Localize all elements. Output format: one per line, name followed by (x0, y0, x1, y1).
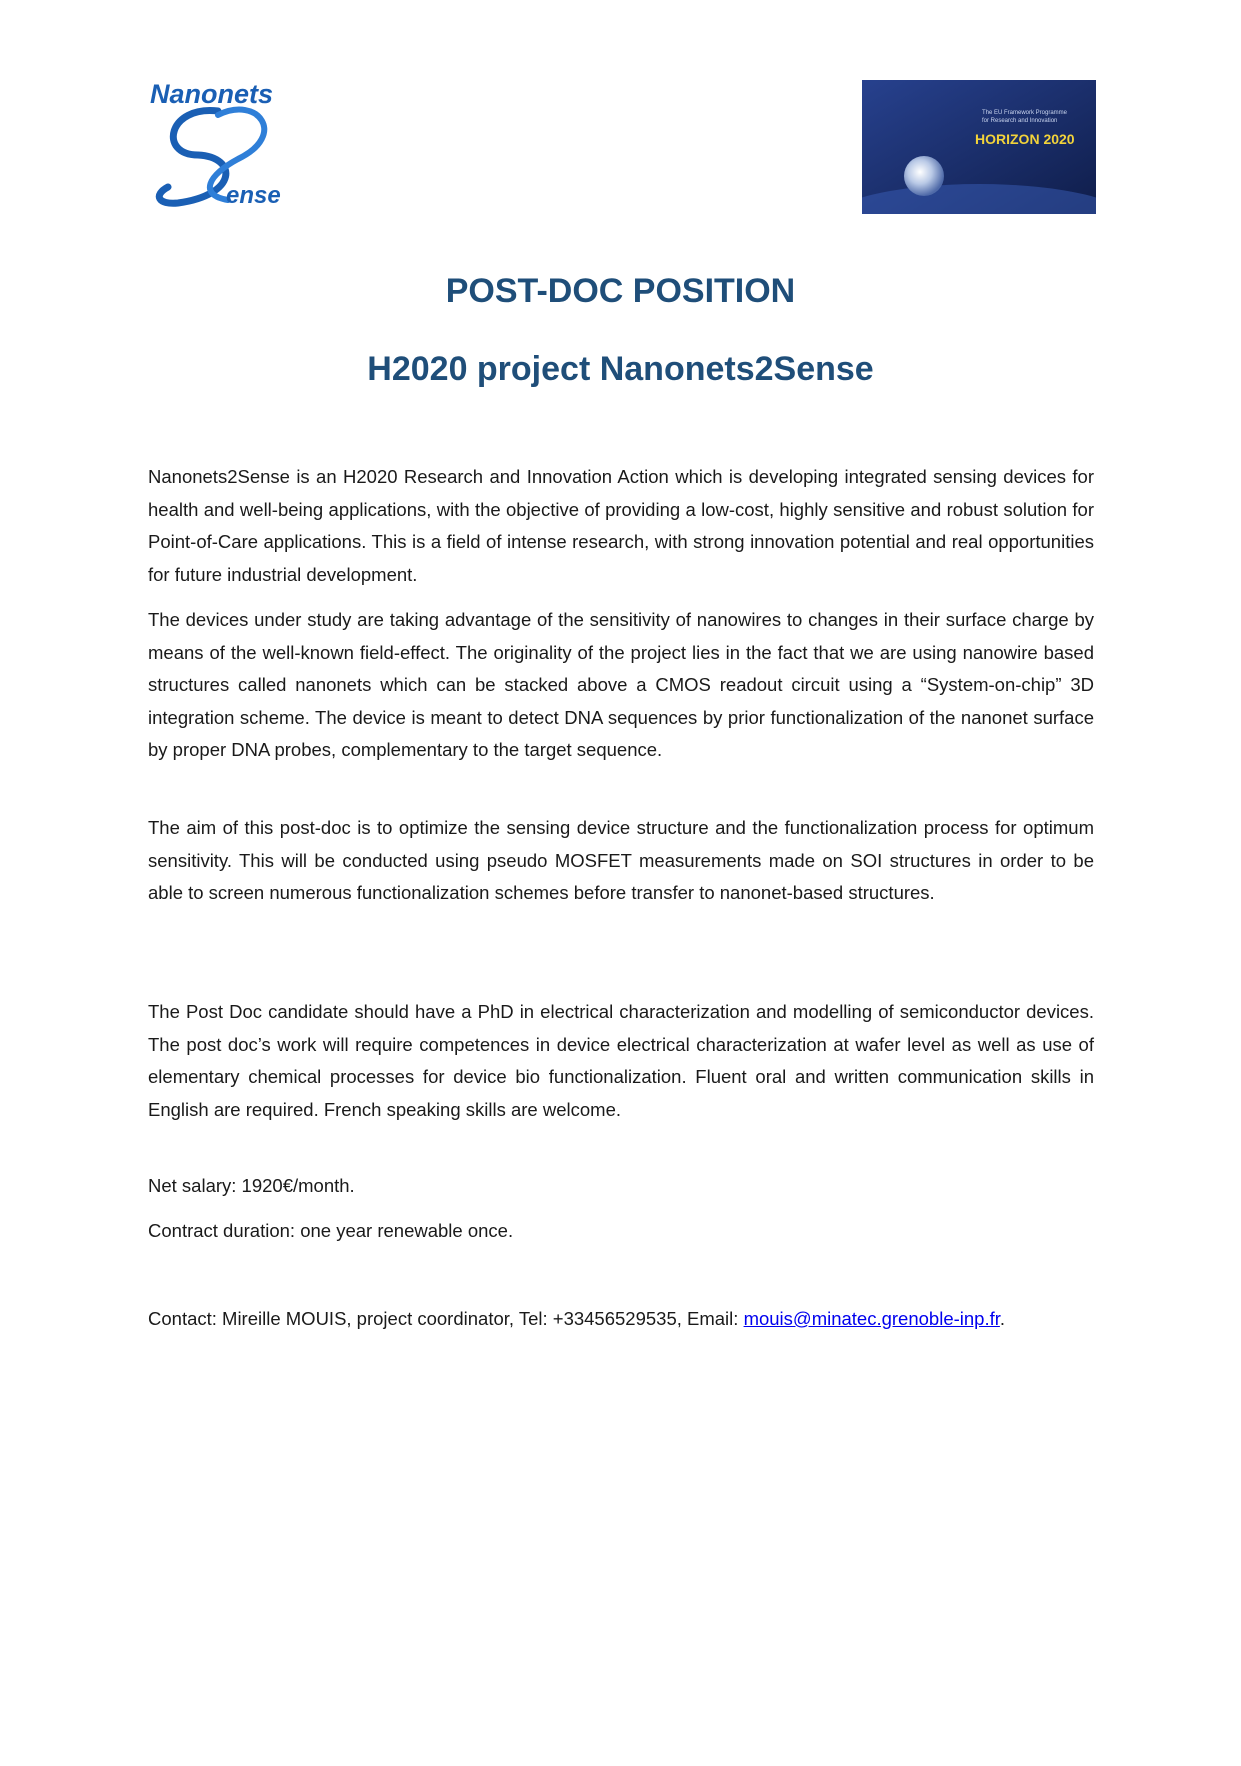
horizon-title: HORIZON 2020 (975, 131, 1075, 147)
logo-s-curve (159, 111, 226, 204)
paragraph-candidate-text: The Post Doc candidate should have a PhD in electrical characterization and modelling of semiconductor devices. The post doc’s work will require competences in device electrical characterization at wafer level as well as use of elementary chemical processes for device bio functionalization. Fluent oral and written communication skills in English are required. French speaking skills are welcome. (148, 1001, 1094, 1120)
contact-suffix: . (999, 1308, 1006, 1329)
horizon-small-line-1: The EU Framework Programme (982, 110, 1068, 116)
page-title: POST-DOC POSITION (445, 272, 796, 310)
horizon-2020-logo (862, 80, 1096, 214)
globe-icon (904, 156, 944, 196)
paragraph-devices-text: The devices under study are taking advantage of the sensitivity of nanowires to changes in their surface charge by means of the well-known field-effect. The originality of the project lies in the fact that we are using nanowire based structures called nanonets which can be stacked above a CMOS readout circuit using a “System-on-chip” 3D integration scheme. The device is meant to detect DNA sequences by prior functionalization of the nanonet surface by proper DNA probes, complementary to the target sequence. (148, 609, 1094, 760)
paragraph-aim-text: The aim of this post-doc is to optimize the sensing device structure and the functionalization process for optimum sensitivity. This will be conducted using pseudo MOSFET measurements made on SOI structures in order to be able to screen numerous functionalization schemes before transfer to nanonet-based structures. (148, 817, 1094, 903)
paragraph-devices (148, 604, 1094, 767)
logo-text-ense: ense (226, 182, 281, 209)
contact-prefix: Contact: Mireille MOUIS, project coordinator, Tel: +33456529535, Email: (148, 1308, 744, 1329)
logo-text-nanonets: Nanonets (150, 79, 274, 109)
paragraph-candidate (148, 996, 1094, 1126)
contact-paragraph (148, 1303, 1094, 1336)
salary-line (148, 1170, 1094, 1203)
nanonets2sense-logo (148, 75, 308, 215)
contact-line (148, 1303, 1094, 1336)
paragraph-intro-text: Nanonets2Sense is an H2020 Research and Innovation Action which is developing integrated sensing devices for health and well-being applications, with the objective of providing a low-cost, highly sensitive and robust solution for Point-of-Care applications. This is a field of intense research, with strong innovation potential and real opportunities for future industrial development. (148, 466, 1094, 585)
contact-email-link[interactable]: mouis@minatec.grenoble-inp.fr (743, 1308, 1000, 1329)
contract-line (148, 1215, 1094, 1248)
horizon-small-line-2: for Research and Innovation (982, 118, 1058, 124)
contract-text: Contract duration: one year renewable once. (148, 1220, 514, 1241)
paragraph-aim (148, 812, 1094, 910)
paragraph-intro (148, 461, 1094, 591)
salary-text: Net salary: 1920€/month. (148, 1175, 355, 1196)
page-subtitle: H2020 project Nanonets2Sense (367, 350, 874, 388)
